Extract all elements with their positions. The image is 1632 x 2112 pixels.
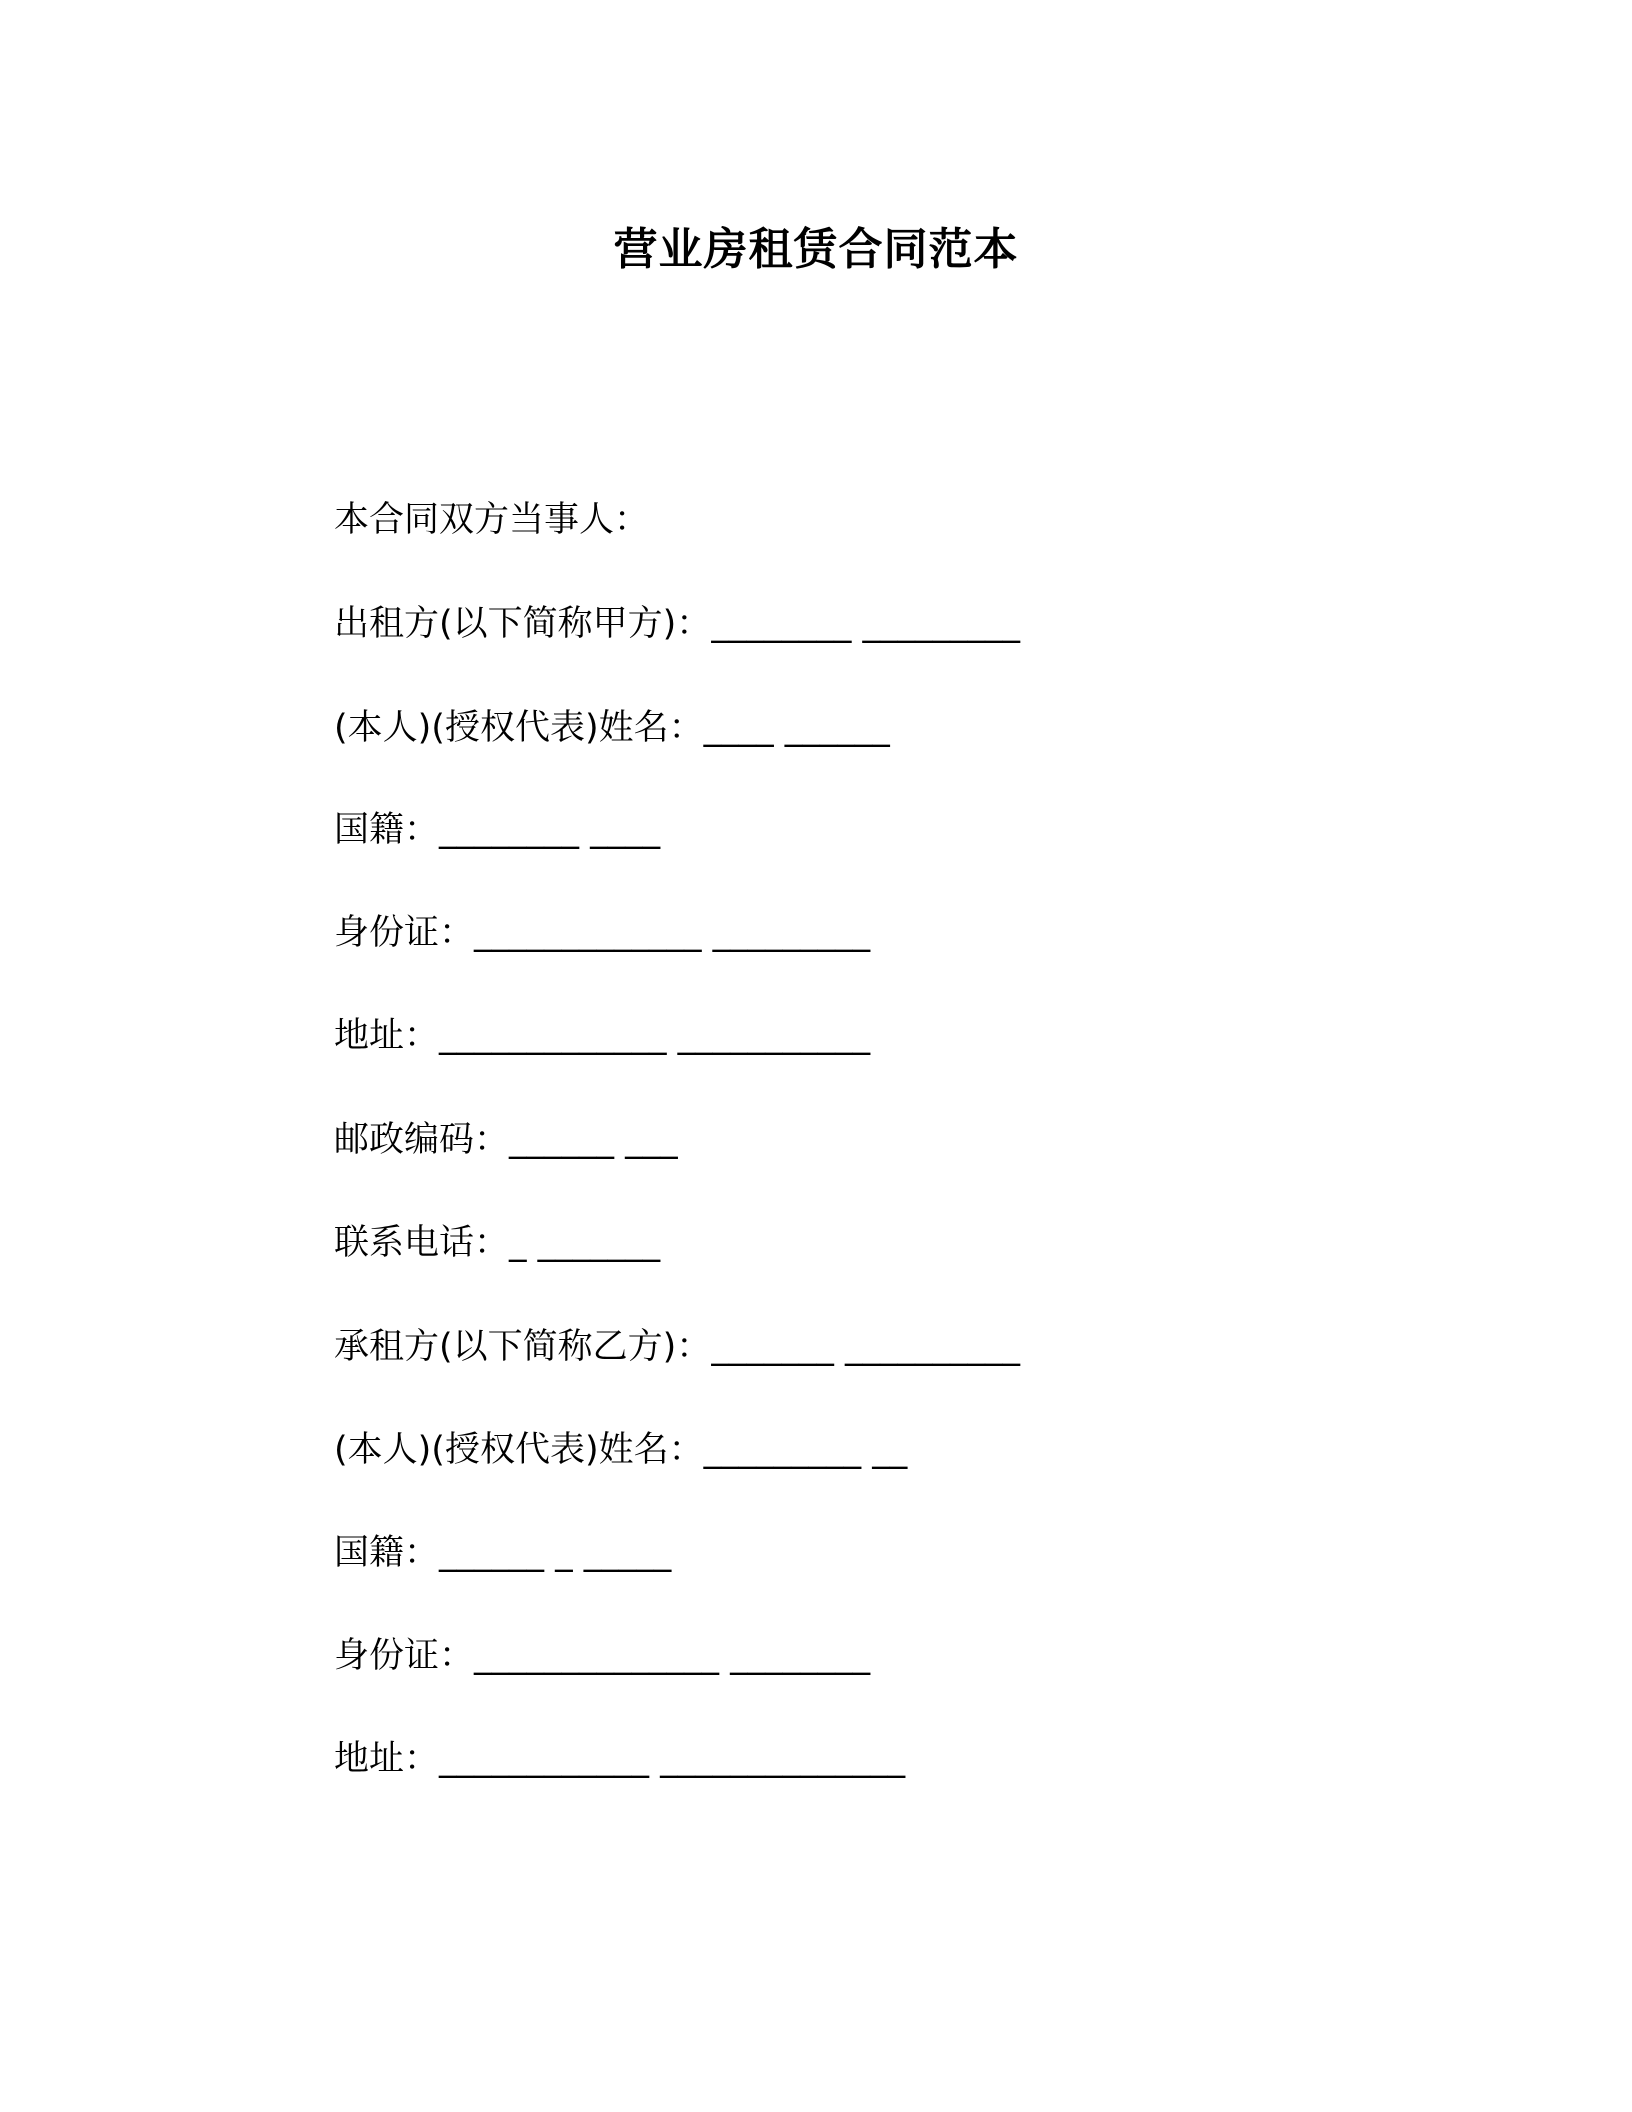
page-title: 营业房租赁合同范本: [613, 224, 1019, 275]
lessor-name-field: [334, 601, 1020, 647]
field-label: 地址：: [334, 1016, 440, 1056]
fill-blank: _____________ ___________: [439, 1016, 871, 1056]
lessor-postcode-field: [334, 1117, 678, 1163]
fill-blank: ______ _ _____: [439, 1533, 672, 1573]
field-label: 国籍：: [334, 810, 440, 850]
fill-blank: _ _______: [509, 1223, 661, 1263]
fill-blank: _________ __: [703, 1430, 908, 1470]
fill-blank: ______________ ________: [474, 1636, 871, 1676]
field-label: (本人)(授权代表)姓名：: [334, 708, 704, 748]
fill-blank: ________ _________: [711, 604, 1020, 644]
fill-blank: ____________ ______________: [439, 1739, 906, 1779]
field-label: 身份证：: [334, 1636, 475, 1676]
fill-blank: ____ ______: [703, 708, 890, 748]
lessee-representative-field: [334, 1427, 907, 1473]
field-label: 国籍：: [334, 1533, 440, 1573]
lessor-address-field: [334, 1013, 870, 1059]
field-label: 邮政编码：: [334, 1120, 510, 1160]
intro-line: 本合同双方当事人：: [334, 500, 650, 540]
lessor-phone-field: [334, 1220, 660, 1266]
field-label: 出租方(以下简称甲方)：: [334, 604, 712, 644]
lessor-id-field: [334, 910, 870, 956]
lessee-address-field: [334, 1736, 905, 1782]
lessor-nationality-field: [334, 807, 660, 853]
field-label: 联系电话：: [334, 1223, 510, 1263]
fill-blank: ________ ____: [439, 810, 661, 850]
lessor-representative-field: [334, 705, 890, 751]
field-label: 承租方(以下简称乙方)：: [334, 1327, 712, 1367]
field-label: 身份证：: [334, 913, 475, 953]
field-label: 地址：: [334, 1739, 440, 1779]
lessee-nationality-field: [334, 1530, 671, 1576]
field-label: (本人)(授权代表)姓名：: [334, 1430, 704, 1470]
lessee-id-field: [334, 1633, 870, 1679]
fill-blank: _____________ _________: [474, 913, 871, 953]
fill-blank: _______ __________: [711, 1327, 1020, 1367]
fill-blank: ______ ___: [509, 1120, 678, 1160]
lessee-name-field: [334, 1324, 1020, 1370]
